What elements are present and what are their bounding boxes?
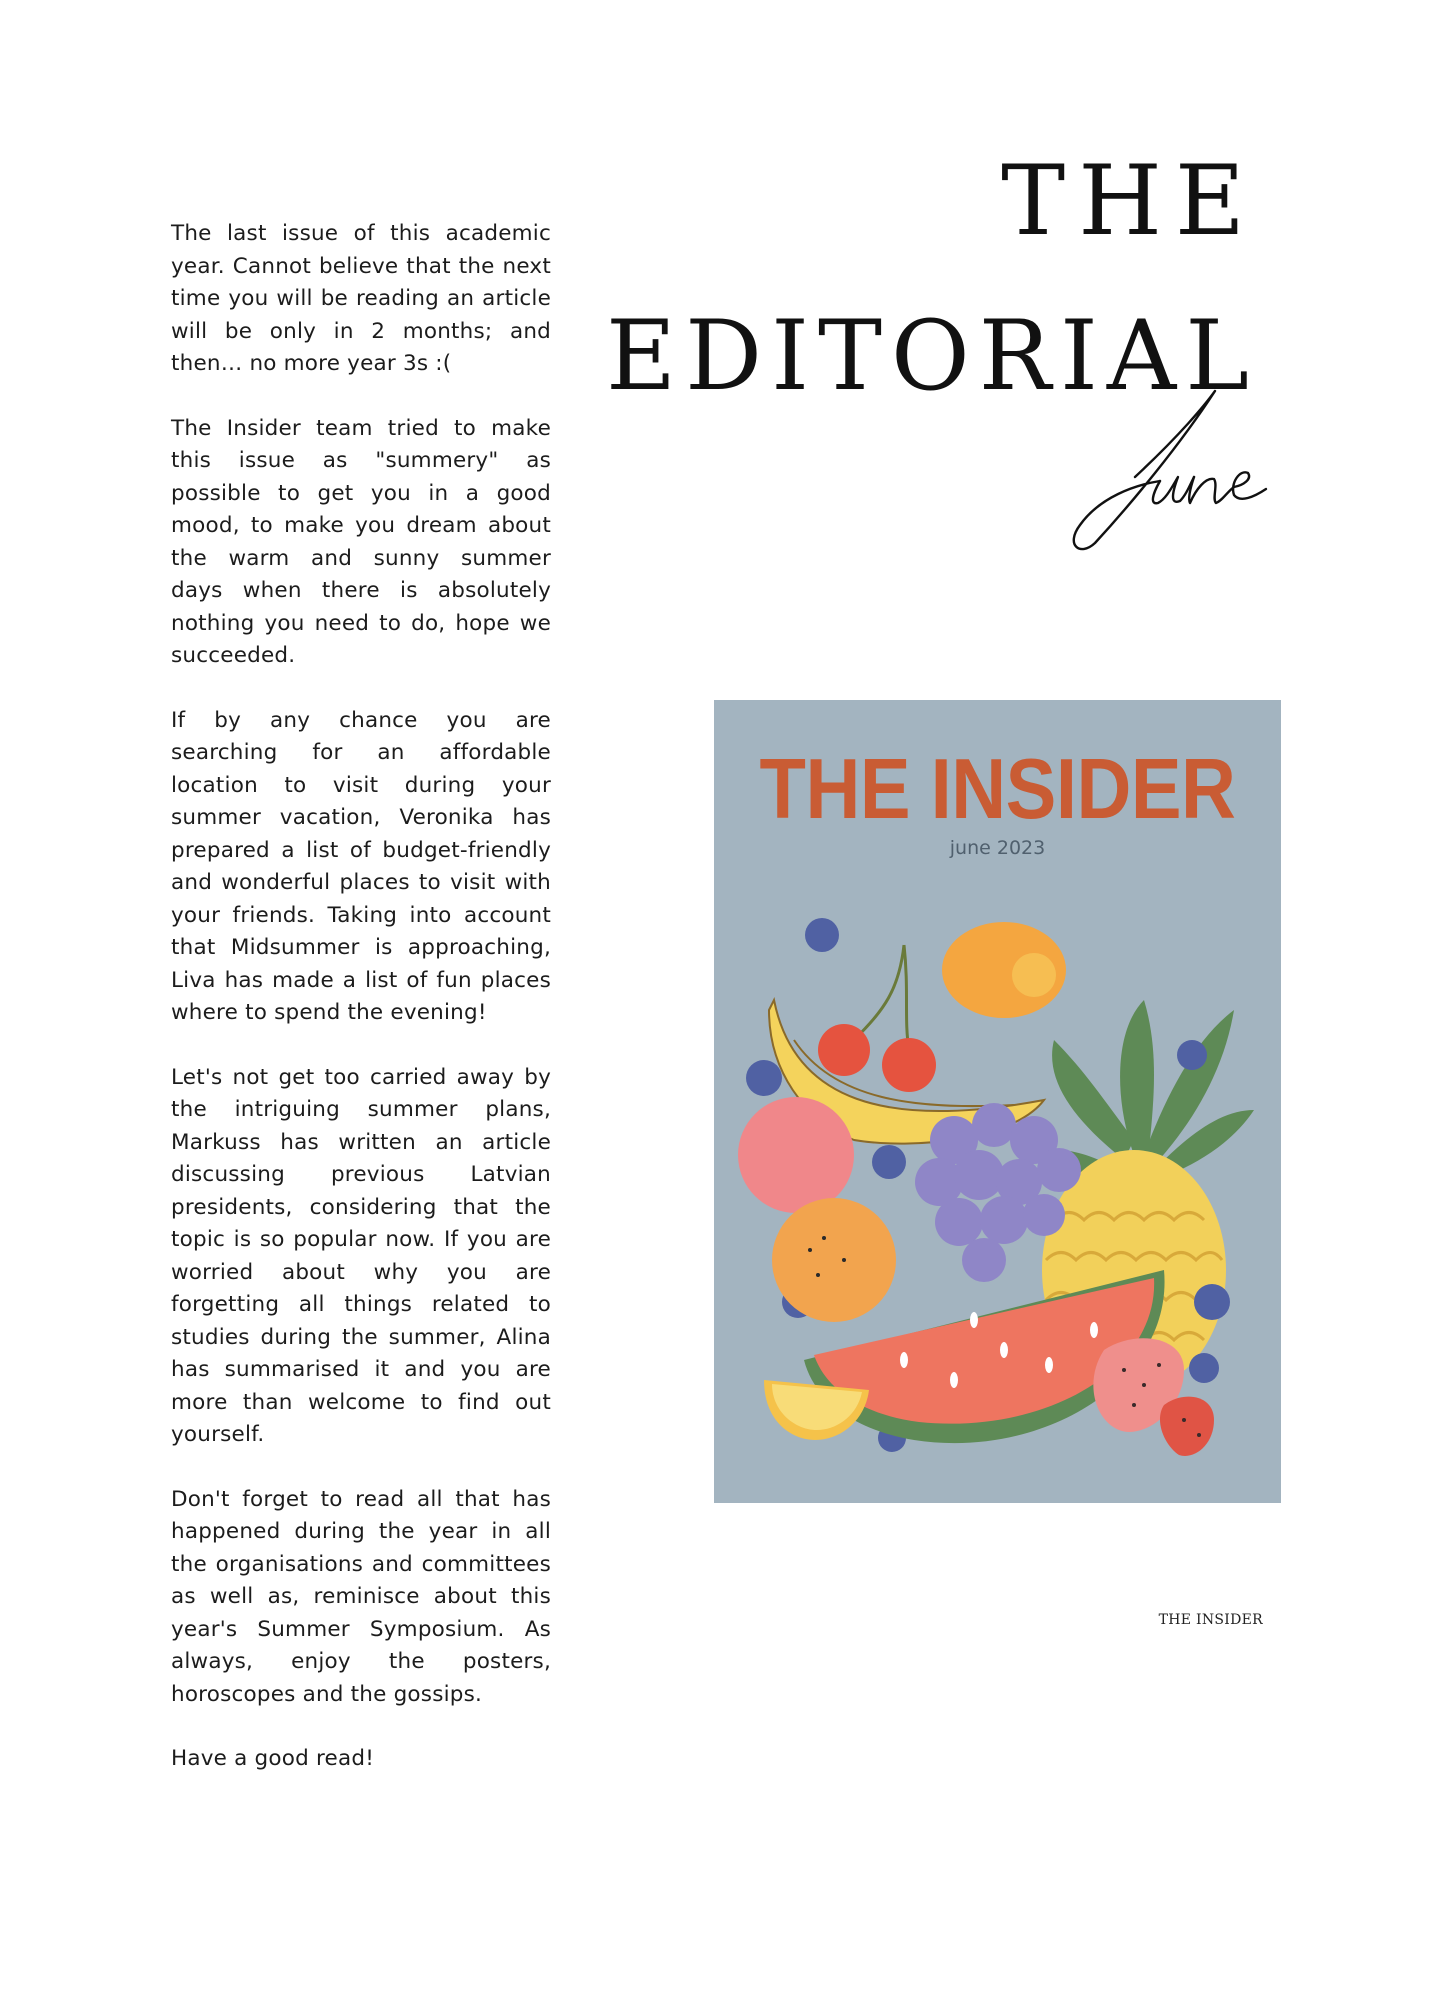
paragraph-summery: The Insider team tried to make this issue as "summery" as possible to get you in a good mood, to make you dream about the warm and sunny summer days when there is absolutely nothing you need to do, hope we succeeded. [171, 415, 551, 668]
page-title-editorial: EDITORIAL [606, 300, 1258, 412]
cherries [818, 945, 936, 1092]
paragraph-intro: The last issue of this academic year. Cannot believe that the next time you will be reading an article will be only in 2 months; and then… no more year 3s :( [171, 221, 551, 376]
summer-fruits-illustration [714, 875, 1281, 1503]
peach [738, 1097, 854, 1213]
footer-brand: THE INSIDER [1158, 1612, 1263, 1628]
cover-date: june 2023 [949, 837, 1046, 859]
paragraph-articles: Let's not get too carried away by the intriguing summer plans, Markuss has written an article discussing previous Latvian presidents, considering that the topic is so popular now. If you are worried about why you are forgetting all things related to studies during the summer, Alina has summarised it and you are more than welcome to find out yourself. [171, 1064, 551, 1447]
paragraph-travel: If by any chance you are searching for an affordable location to visit during your summer vacation, Veronika has prepared a list of budget-friendly and wonderful places to visit with your friends. Taking into account that Midsummer is approaching, Liva has made a list of fun places where to spend the evening! [171, 707, 551, 1025]
magazine-cover [714, 700, 1281, 1503]
paragraph-organisations: Don't forget to read all that has happened during the year in all the organisations and committees as well as, reminisce about this year's Summer Symposium. As always, enjoy the posters, horoscopes and the gossips. [171, 1486, 551, 1707]
lemon-slice [764, 1380, 869, 1440]
orange [772, 1198, 896, 1322]
paragraph-closing: Have a good read! [171, 1746, 375, 1771]
editorial-body [171, 218, 551, 1808]
cover-title: THE INSIDER [759, 741, 1236, 838]
june-script-signature [1040, 385, 1270, 555]
page-title-the: THE [1001, 145, 1258, 257]
